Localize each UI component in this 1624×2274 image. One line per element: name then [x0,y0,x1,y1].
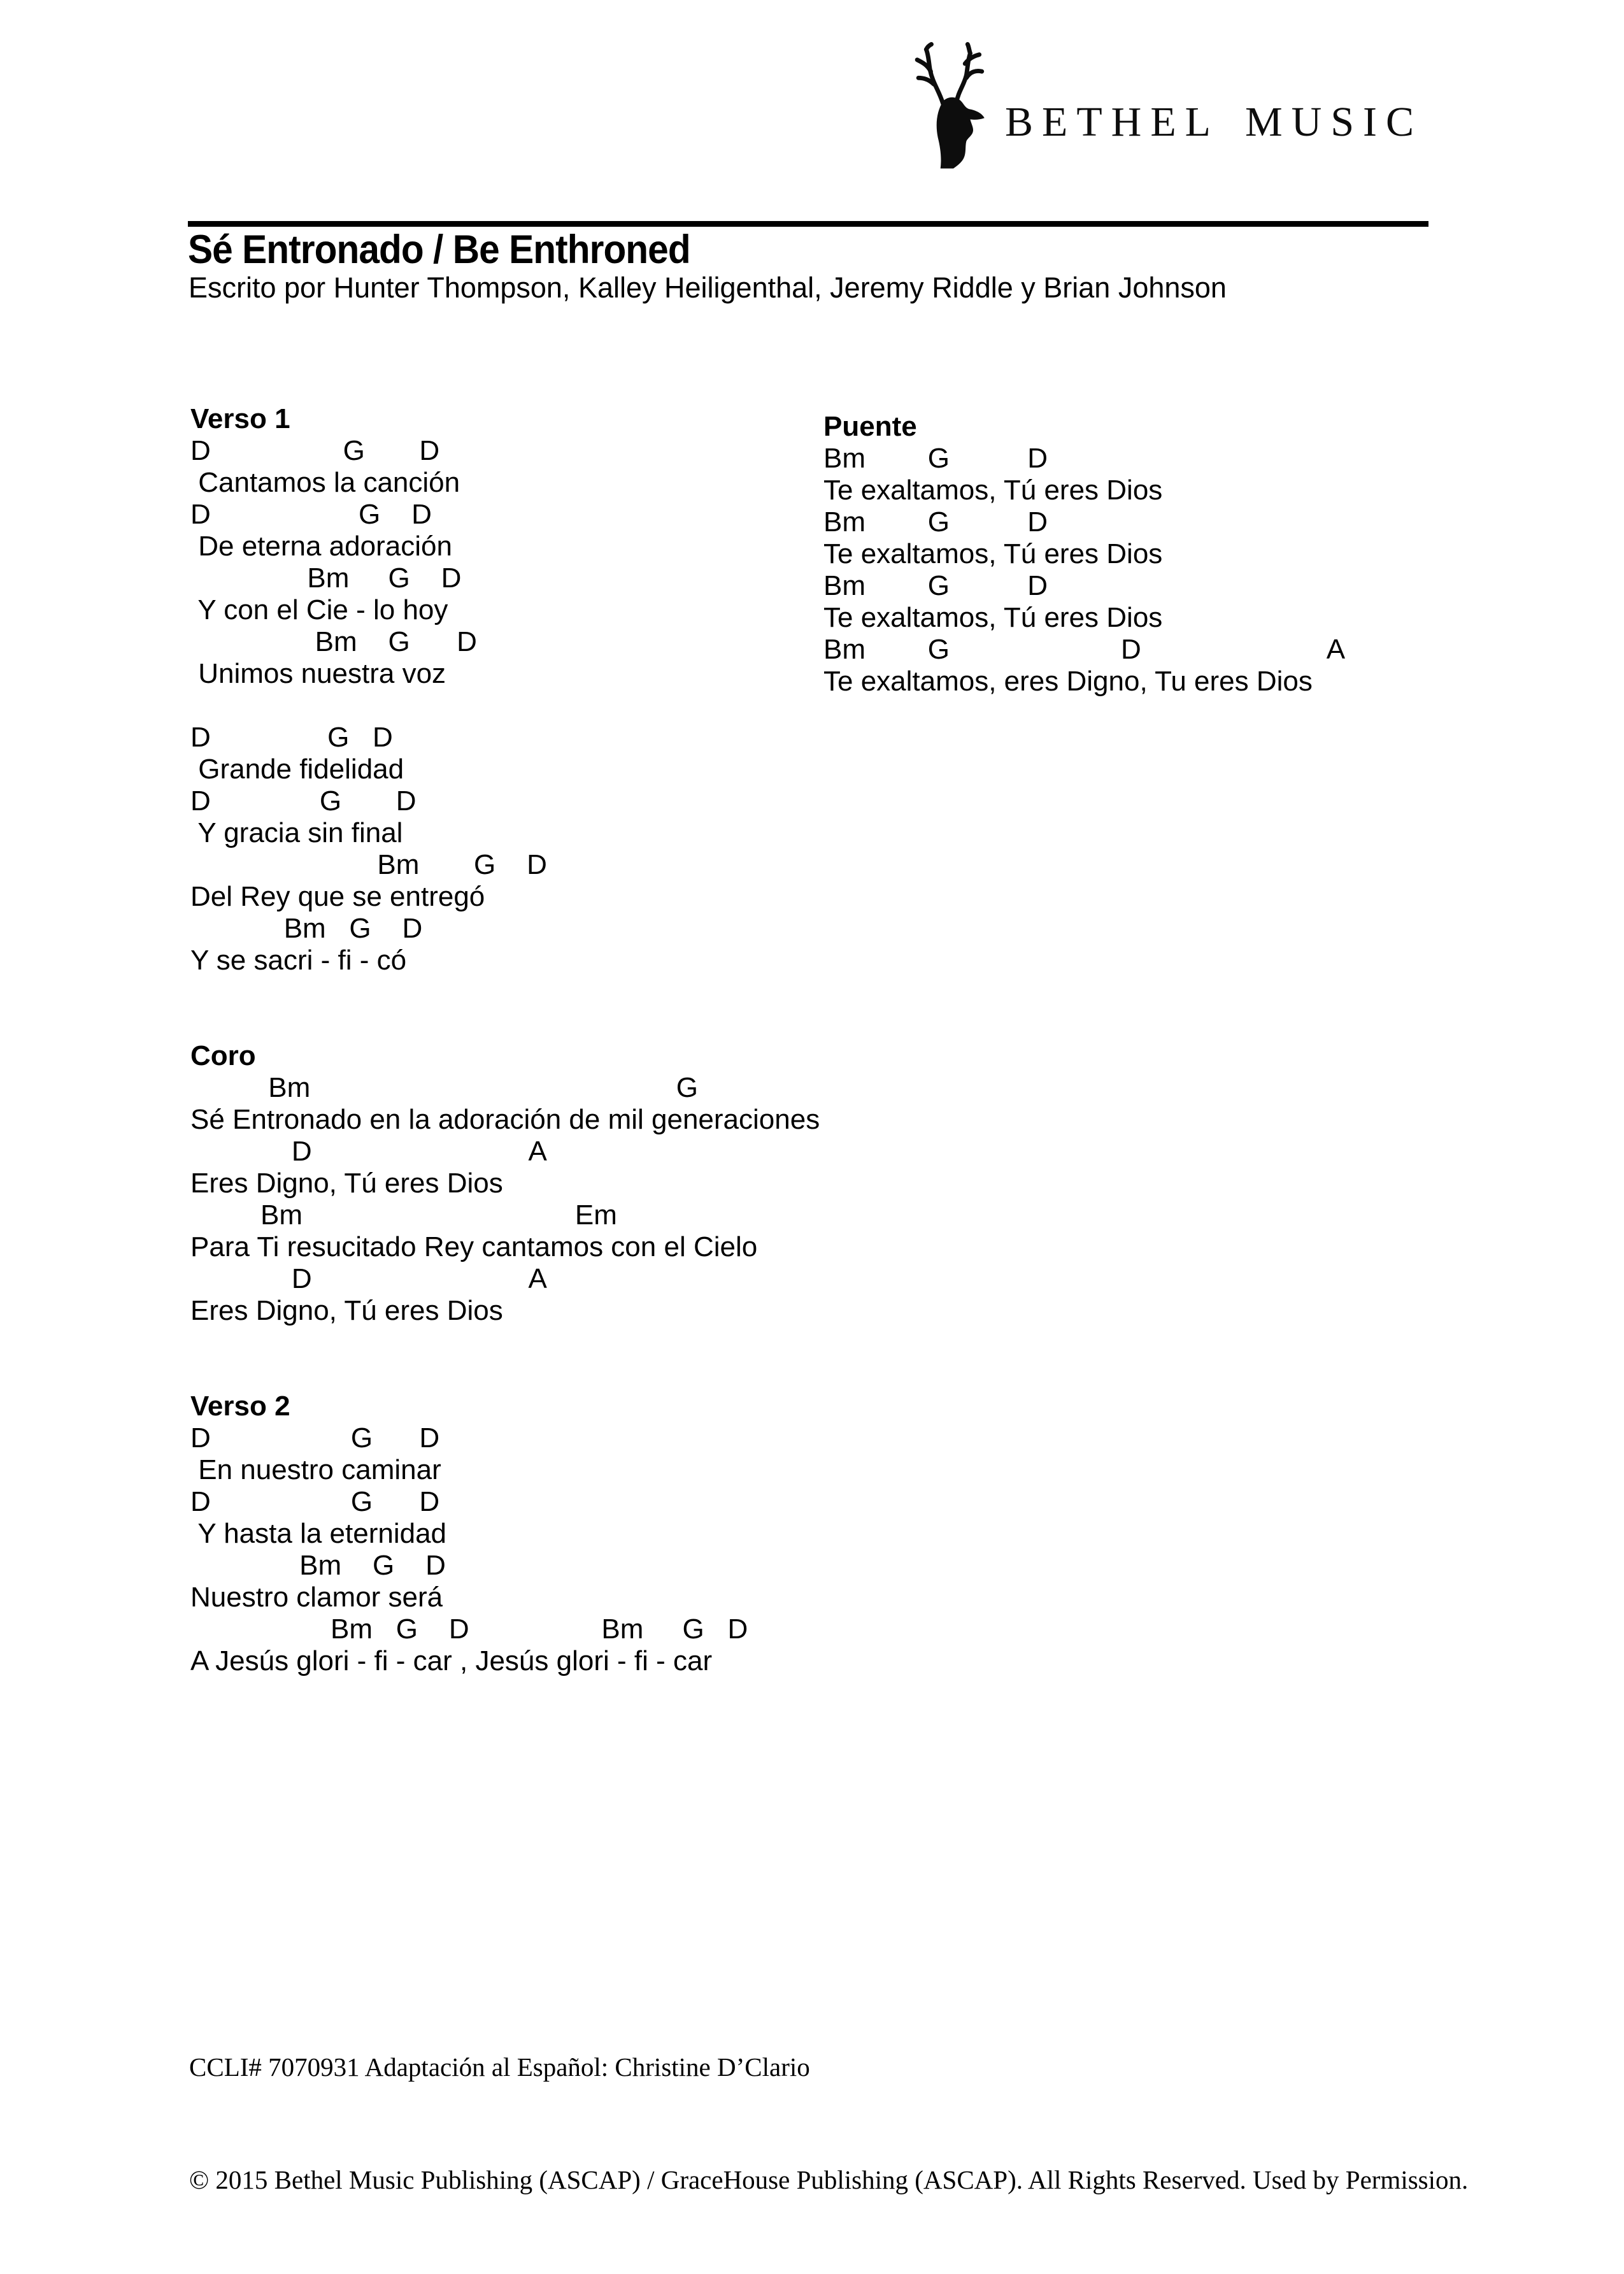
chord-line: D G D [190,435,440,466]
chord-line: D G D [190,722,393,753]
deer-logo-icon [912,43,995,169]
section-coro [190,1040,820,1327]
lyric-line: Para Ti resucitado Rey cantamos con el Cielo [190,1231,758,1262]
chord-line: Bm G D A [823,634,1346,665]
chord-line: Bm G D [190,849,547,880]
chord-line: Bm G D [823,506,1048,538]
section-label: Puente [823,411,917,442]
copyright-footer [189,1973,1468,2274]
lyric-line: Te exaltamos, Tú eres Dios [823,602,1163,633]
divider-rule [188,221,1428,227]
chord-line: Bm G D [190,913,423,944]
lyric-line: De eterna adoración [190,531,452,562]
song-credits: Escrito por Hunter Thompson, Kalley Heiligenthal, Jeremy Riddle y Brian Johnson [189,271,1227,304]
lyric-line: Sé Entronado en la adoración de mil generaciones [190,1104,820,1135]
lyric-line: A Jesús glori - fi - car , Jesús glori - fi - car [190,1645,713,1677]
lyric-line: Y hasta la eternidad [190,1518,447,1549]
chord-line: Bm G D Bm G D [190,1613,748,1645]
section-label: Verso 2 [190,1391,290,1422]
lyric-line: Eres Digno, Tú eres Dios [190,1168,503,1199]
lyric-line: Te exaltamos, Tú eres Dios [823,475,1163,506]
song-title: Sé Entronado / Be Enthroned [188,227,690,272]
chord-line: D G D [190,1422,440,1454]
lyric-line: Nuestro clamor será [190,1582,443,1613]
brand-wordmark: BETHEL MUSIC [1005,99,1423,145]
section-puente [823,411,1345,697]
section-verso-1 [190,403,547,976]
section-label: Verso 1 [190,403,290,434]
lyric-line: Eres Digno, Tú eres Dios [190,1295,503,1326]
lyric-line: Y con el Cie - lo hoy [190,594,448,626]
chord-line: Bm G D [823,443,1048,474]
chord-line: Bm G D [823,570,1048,601]
chord-line: Bm G D [190,626,477,657]
lyric-line: Te exaltamos, eres Digno, Tu eres Dios [823,666,1313,697]
chord-line: D G D [190,785,417,817]
chord-line: D G D [190,1486,440,1517]
lyric-line: Grande fidelidad [190,754,404,785]
chord-line: D A [190,1136,547,1167]
section-label: Coro [190,1040,256,1071]
lyric-line: Te exaltamos, Tú eres Dios [823,538,1163,569]
chord-line: D A [190,1263,547,1294]
stanza-gap [190,690,547,722]
chord-line: Bm G D [190,1550,446,1581]
chord-line: Bm Em [190,1199,617,1231]
footer-ccli-line: CCLI# 7070931 Adaptación al Español: Christine D’Clario [189,2052,810,2082]
lyric-line: Cantamos la canción [190,467,460,498]
chord-line: Bm G D [190,562,462,594]
lyric-line: Del Rey que se entregó [190,881,485,912]
lyric-line: Unimos nuestra voz [190,658,446,689]
lyric-line: En nuestro caminar [190,1454,441,1485]
chord-line: Bm G [190,1072,699,1103]
chord-line: D G D [190,499,432,530]
footer-rights-line: © 2015 Bethel Music Publishing (ASCAP) / GraceHouse Publishing (ASCAP). All Rights Reserved. Used by Permission. [189,2165,1469,2194]
lyric-line: Y se sacri - fi - có [190,945,407,976]
lyric-line: Y gracia sin final [190,817,403,848]
section-verso-2 [190,1391,748,1677]
